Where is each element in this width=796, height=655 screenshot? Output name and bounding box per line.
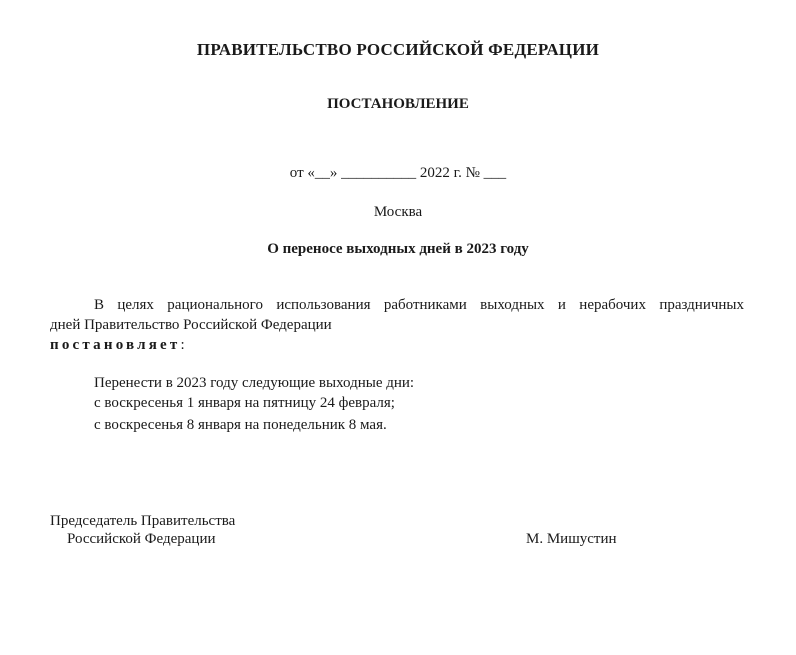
list-item: с воскресенья 8 января на понедельник 8 мая. [94, 417, 387, 433]
decree-statement [50, 335, 185, 355]
decree-body [94, 373, 414, 435]
list-item: с воскресенья 1 января на пятницу 24 февраля; [94, 395, 395, 411]
signatory-name: М. Мишустин [526, 531, 617, 547]
date-number-line: от «__» __________ 2022 г. № ___ [289, 165, 507, 181]
signatory-position-line-1: Председатель Правительства [50, 513, 236, 529]
preamble-paragraph [50, 295, 744, 335]
decree-colon: : [180, 337, 185, 353]
decree-word: постановляет [50, 337, 181, 353]
signatory-position [50, 512, 235, 548]
preamble-line-1: В целях рационального использования работниками выходных и нерабочих праздничных [94, 297, 744, 313]
document-type: ПОСТАНОВЛЕНИЕ [327, 96, 469, 112]
signatory-position-line-2: Российской Федерации [67, 531, 216, 547]
body-intro: Перенести в 2023 году следующие выходные дни: [94, 375, 415, 391]
document-subject: О переносе выходных дней в 2023 году [267, 241, 529, 257]
organization-title: ПРАВИТЕЛЬСТВО РОССИЙСКОЙ ФЕДЕРАЦИИ [196, 40, 600, 59]
city: Москва [373, 204, 423, 220]
preamble-line-2: дней Правительство Российской Федерации [50, 317, 332, 333]
